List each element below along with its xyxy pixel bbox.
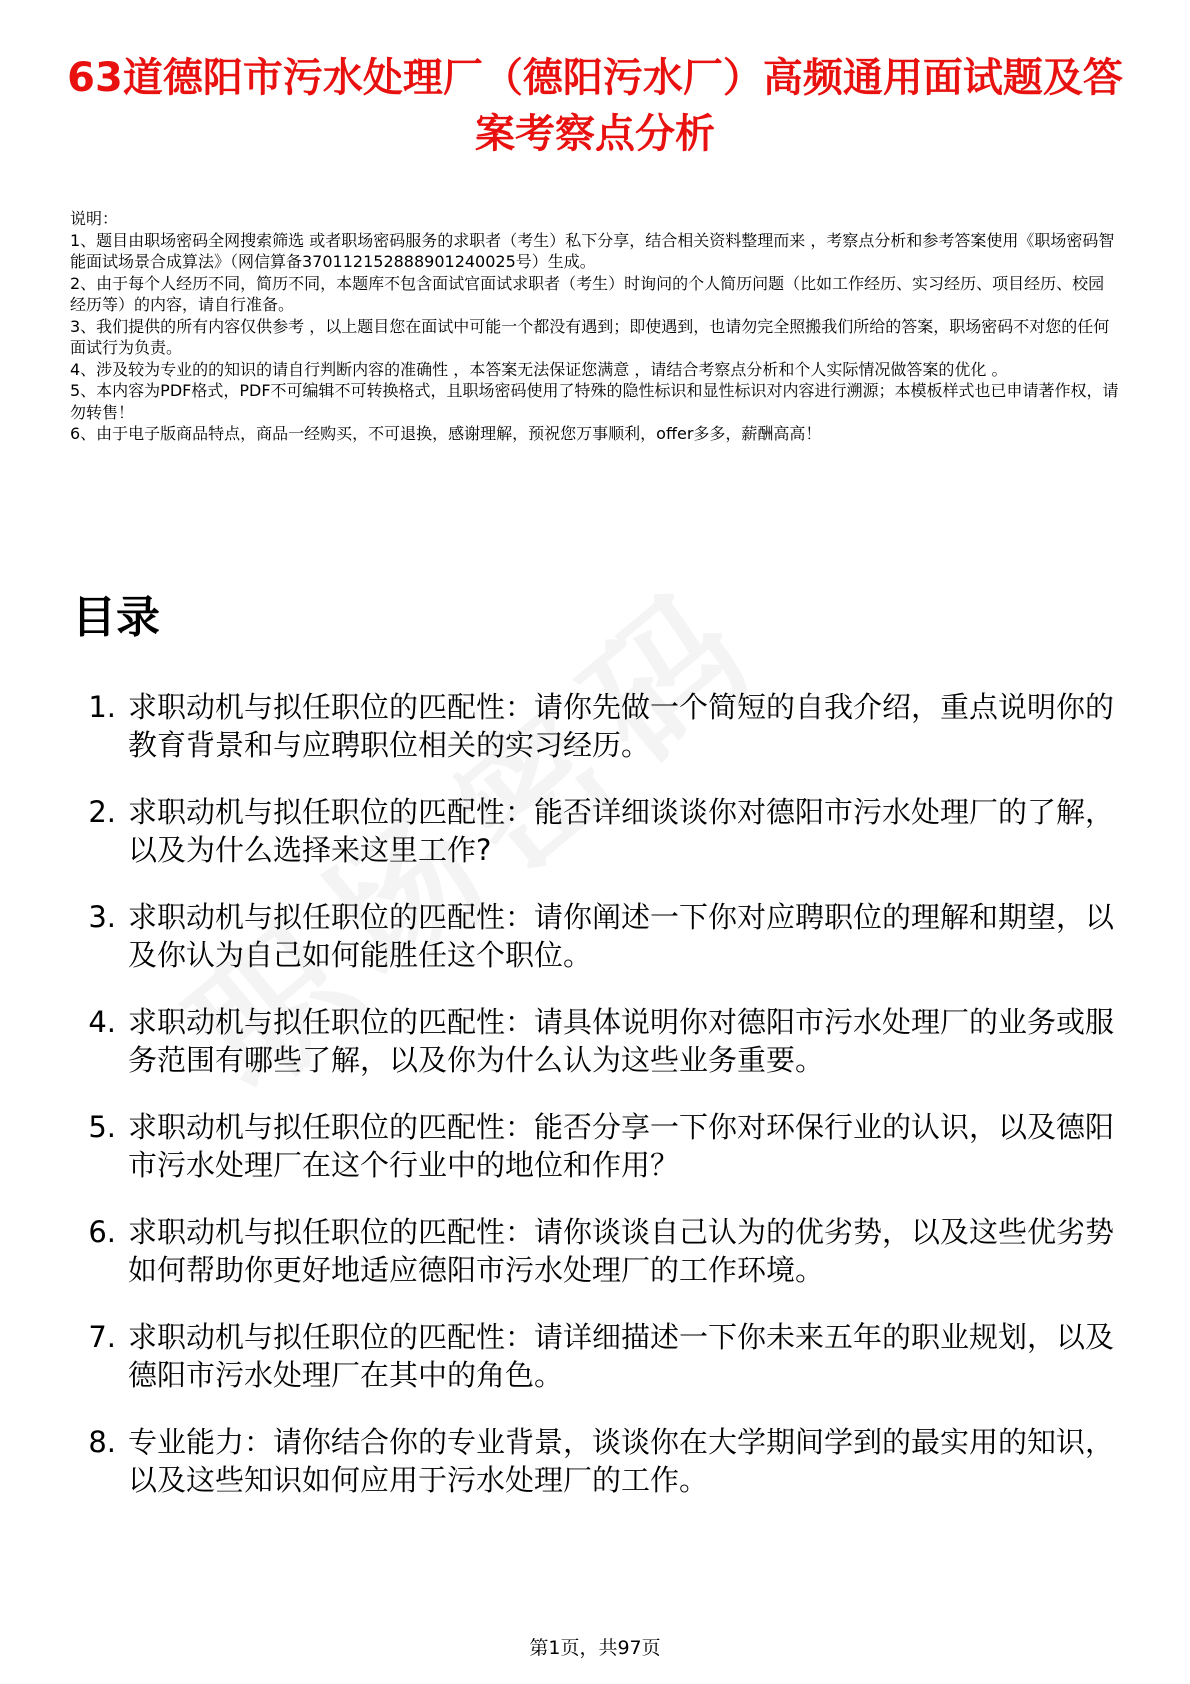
toc-item-number: 6. [88, 1215, 116, 1249]
toc-item-number: 5. [88, 1110, 116, 1144]
page-title: 63道德阳市污水处理厂（德阳污水厂）高频通用面试题及答案考察点分析 [67, 55, 1123, 157]
toc-item[interactable] [72, 898, 1120, 974]
toc-item-number: 3. [88, 900, 116, 934]
notes-heading: 说明： [70, 209, 119, 228]
toc-item[interactable] [72, 1213, 1120, 1289]
note-item: 2、由于每个人经历不同，简历不同，本题库不包含面试官面试求职者（考生）时询问的个人简历问题（比如工作经历、实习经历、项目经历、校园经历等）的内容，请自行准备。 [70, 273, 1105, 314]
note-item: 4、涉及较为专业的的知识的请自行判断内容的准确性 ，本答案无法保证您满意 ，请结合考察点分析和个人实际情况做答案的优化 。 [70, 359, 1008, 379]
toc-item-number: 8. [88, 1425, 116, 1459]
toc-item-text: 求职动机与拟任职位的匹配性：请具体说明你对德阳市污水处理厂的业务或服务范围有哪些了解，以及你为什么认为这些业务重要。 [128, 1005, 1115, 1077]
toc-heading: 目录 [72, 592, 160, 643]
toc-item-text: 求职动机与拟任职位的匹配性：能否分享一下你对环保行业的认识，以及德阳市污水处理厂在这个行业中的地位和作用？ [128, 1110, 1115, 1182]
toc-item[interactable] [72, 1318, 1120, 1394]
toc-item-text: 求职动机与拟任职位的匹配性：能否详细谈谈你对德阳市污水处理厂的了解，以及为什么选择来这里工作? [128, 795, 1115, 867]
notes-section [70, 208, 1120, 445]
note-item: 5、本内容为PDF格式，PDF不可编辑不可转换格式，且职场密码使用了特殊的隐性标识和显性标识对内容进行溯源；本模板样式也已申请著作权，请勿转售！ [70, 381, 1119, 422]
toc-item-text: 求职动机与拟任职位的匹配性：请你阐述一下你对应聘职位的理解和期望，以及你认为自己如何能胜任这个职位。 [128, 900, 1115, 972]
toc-item-number: 7. [88, 1320, 116, 1354]
toc-item[interactable] [72, 1108, 1120, 1184]
toc-item-text: 专业能力：请你结合你的专业背景，谈谈你在大学期间学到的最实用的知识，以及这些知识如何应用于污水处理厂的工作。 [128, 1425, 1115, 1497]
toc-item-text: 求职动机与拟任职位的匹配性：请详细描述一下你未来五年的职业规划，以及德阳市污水处理厂在其中的角色。 [128, 1320, 1115, 1392]
table-of-contents [72, 688, 1120, 1528]
toc-item[interactable] [72, 793, 1120, 869]
toc-item[interactable] [72, 688, 1120, 764]
toc-item[interactable] [72, 1423, 1120, 1499]
toc-item-number: 2. [88, 795, 116, 829]
toc-item-number: 4. [88, 1005, 116, 1039]
page-footer: 第1页，共97页 [529, 1637, 661, 1659]
toc-item-number: 1. [88, 690, 116, 724]
toc-item-text: 求职动机与拟任职位的匹配性：请你谈谈自己认为的优劣势，以及这些优劣势如何帮助你更好地适应德阳市污水处理厂的工作环境。 [128, 1215, 1115, 1287]
toc-item-text: 求职动机与拟任职位的匹配性：请你先做一个简短的自我介绍，重点说明你的教育背景和与应聘职位相关的实习经历。 [128, 690, 1115, 762]
toc-item[interactable] [72, 1003, 1120, 1079]
note-item: 3、我们提供的所有内容仅供参考 ，以上题目您在面试中可能一个都没有遇到；即使遇到，也请勿完全照搬我们所给的答案，职场密码不对您的任何面试行为负责。 [70, 316, 1110, 357]
note-item: 1、题目由职场密码全网搜索筛选 或者职场密码服务的求职者（考生）私下分享，结合相关资料整理而来 ，考察点分析和参考答案使用《职场密码智能面试场景合成算法》（网信算备370112152888901240025号）生成。 [70, 230, 1115, 271]
note-item: 6、由于电子版商品特点，商品一经购买，不可退换，感谢理解，预祝您万事顺利，offer多多，薪酬高高！ [70, 424, 822, 443]
